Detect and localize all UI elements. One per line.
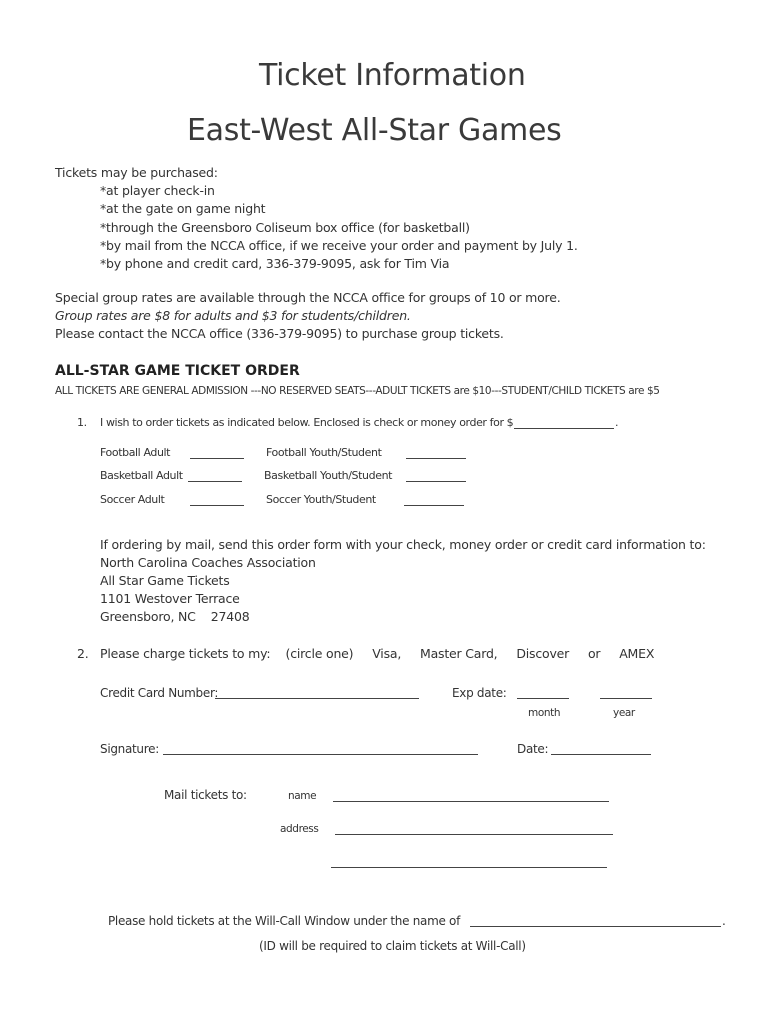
- football-adult-label: Football Adult: [100, 446, 171, 459]
- purchase-option: *by mail from the NCCA office, if we receive your order and payment by July 1.: [100, 238, 578, 253]
- item-1-number: 1.: [77, 416, 87, 429]
- mail-address-field[interactable]: [335, 834, 613, 835]
- item-2-number: 2.: [77, 646, 89, 661]
- mailing-address-line: Greensboro, NC 27408: [100, 609, 250, 624]
- soccer-adult-qty-field[interactable]: [190, 505, 244, 506]
- group-rates-price: Group rates are $8 for adults and $3 for students/children.: [55, 308, 411, 323]
- football-youth-qty-field[interactable]: [406, 458, 466, 459]
- mailing-address-line: 1101 Westover Terrace: [100, 591, 240, 606]
- purchase-option: *by phone and credit card, 336-379-9095, ask for Tim Via: [100, 256, 450, 271]
- amount-field[interactable]: [514, 428, 614, 429]
- purchase-intro: Tickets may be purchased:: [55, 165, 218, 180]
- will-call-name-field[interactable]: [470, 926, 721, 927]
- group-rates-line: Special group rates are available through the NCCA office for groups of 10 or more.: [55, 290, 561, 305]
- date-field[interactable]: [551, 754, 651, 755]
- signature-field[interactable]: [163, 754, 478, 755]
- order-subheading: ALL TICKETS ARE GENERAL ADMISSION ---NO RESERVED SEATS---ADULT TICKETS are $10---STUDENT/CHILD TICKETS are $5: [55, 385, 660, 397]
- mail-address-field-2[interactable]: [331, 867, 607, 868]
- item-1-text: I wish to order tickets as indicated below. Enclosed is check or money order for $: [100, 416, 514, 429]
- exp-year-field[interactable]: [600, 698, 652, 699]
- purchase-option: *through the Greensboro Coliseum box office (for basketball): [100, 220, 470, 235]
- year-label: year: [613, 707, 635, 719]
- signature-label: Signature:: [100, 742, 159, 756]
- name-label: name: [288, 790, 317, 802]
- exp-month-field[interactable]: [517, 698, 569, 699]
- item-2-card-types[interactable]: Please charge tickets to my: (circle one) Visa, Master Card, Discover or AMEX: [100, 646, 655, 661]
- id-required-note: (ID will be required to claim tickets at Will-Call): [259, 939, 526, 953]
- mailing-address-line: North Carolina Coaches Association: [100, 555, 316, 570]
- soccer-adult-label: Soccer Adult: [100, 493, 165, 506]
- soccer-youth-qty-field[interactable]: [404, 505, 464, 506]
- month-label: month: [528, 707, 561, 719]
- order-heading: ALL-STAR GAME TICKET ORDER: [55, 363, 300, 379]
- purchase-option: *at the gate on game night: [100, 201, 266, 216]
- basketball-youth-qty-field[interactable]: [406, 481, 466, 482]
- football-adult-qty-field[interactable]: [190, 458, 244, 459]
- title-line-2: East-West All-Star Games: [187, 113, 562, 148]
- basketball-adult-label: Basketball Adult: [100, 469, 183, 482]
- basketball-adult-qty-field[interactable]: [188, 481, 242, 482]
- credit-card-label: Credit Card Number:: [100, 686, 219, 700]
- will-call-period: .: [722, 914, 726, 928]
- date-label: Date:: [517, 742, 549, 756]
- mail-instructions: If ordering by mail, send this order form with your check, money order or credit card information to:: [100, 537, 706, 552]
- title-line-1: Ticket Information: [259, 58, 526, 93]
- football-youth-label: Football Youth/Student: [266, 446, 382, 459]
- exp-date-label: Exp date:: [452, 686, 507, 700]
- group-rates-contact: Please contact the NCCA office (336-379-9095) to purchase group tickets.: [55, 326, 504, 341]
- item-1-period: .: [615, 416, 619, 429]
- mail-name-field[interactable]: [333, 801, 609, 802]
- mail-tickets-label: Mail tickets to:: [164, 788, 247, 802]
- basketball-youth-label: Basketball Youth/Student: [264, 469, 393, 482]
- purchase-option: *at player check-in: [100, 183, 215, 198]
- address-label: address: [280, 823, 319, 835]
- soccer-youth-label: Soccer Youth/Student: [266, 493, 376, 506]
- credit-card-number-field[interactable]: [215, 698, 419, 699]
- will-call-text: Please hold tickets at the Will-Call Window under the name of: [108, 914, 461, 928]
- mailing-address-line: All Star Game Tickets: [100, 573, 230, 588]
